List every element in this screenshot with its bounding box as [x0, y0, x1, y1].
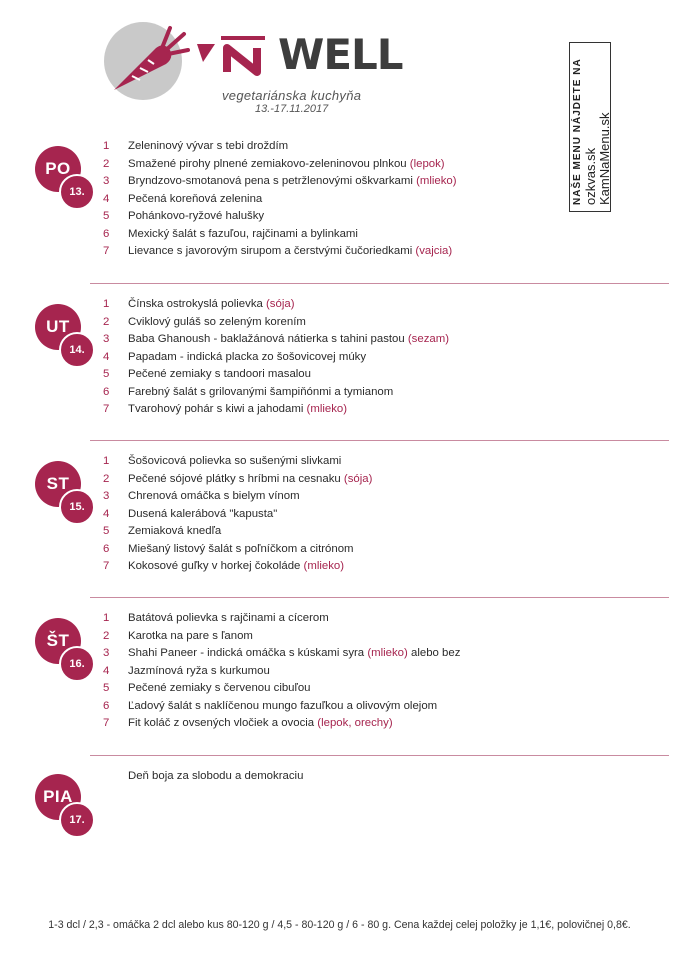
dish-name: Chrenová omáčka s bielym vínom: [128, 490, 300, 502]
item-number: 5: [103, 210, 110, 222]
dish-name: Farebný šalát s grilovanými šampiňónmi a tymianom: [128, 385, 394, 398]
allergen-label: (sezam): [407, 333, 450, 345]
item-number: 1: [103, 612, 110, 624]
item-text: [128, 384, 393, 402]
item-number: 7: [103, 560, 110, 572]
item-text: [128, 471, 372, 489]
allergen-label: (vajcia): [415, 245, 453, 257]
ozkvas-mark-icon: [195, 28, 275, 78]
item-number: 4: [103, 350, 110, 363]
item-number: 5: [103, 368, 110, 380]
item-number: 3: [103, 490, 110, 502]
link-ozkvas[interactable]: ozkvas.sk: [583, 147, 598, 205]
item-text: [128, 173, 457, 191]
item-number: 3: [103, 647, 110, 659]
dish-name: Pohánkovo-ryžové halušky: [128, 210, 265, 222]
dish-name: Karotka na pare s ľanom: [128, 629, 253, 642]
dish-suffix: alebo bez: [407, 647, 461, 659]
dish-name: Pečené zemiaky s tandoori masalou: [128, 368, 311, 380]
dish-name: Pečené zemiaky s červenou cibuľou: [128, 682, 311, 694]
dish-name: Batátová polievka s rajčinami a cícerom: [128, 612, 329, 624]
item-number: 6: [103, 227, 110, 240]
item-text: [128, 208, 264, 226]
item-text: [128, 138, 288, 156]
item-text: [128, 191, 262, 209]
dish-name: Pečená koreňová zelenina: [128, 192, 263, 205]
item-text: [128, 453, 341, 471]
section-divider: [90, 283, 669, 284]
dish-name: Cviklový guláš so zeleným korením: [128, 315, 306, 328]
allergen-label: (mlieko): [416, 175, 457, 187]
date-badge: 17.: [59, 802, 95, 838]
dish-name: Ľadový šalát s naklíčenou mungo fazuľkou a olivovým olejom: [128, 699, 438, 712]
dish-name: Zeleninový vývar s tebi droždím: [128, 140, 289, 152]
dish-name: Jazmínová ryža s kurkumou: [128, 664, 270, 677]
day-badge: PO: [35, 146, 81, 192]
dish-name: Fit koláč z ovsených vločiek a ovocia: [128, 717, 318, 729]
item-number: 7: [103, 403, 110, 415]
allergen-label: (mlieko): [303, 560, 345, 572]
dish-name: Miešaný listový šalát s poľníčkom a citrónom: [128, 542, 354, 555]
dish-name: Dusená kalerábová "kapusta": [128, 507, 278, 520]
dish-name: Lievance s javorovým sirupom a čerstvými čučoriedkami: [128, 245, 416, 257]
section-divider: [90, 440, 669, 441]
item-number: 5: [103, 525, 110, 537]
item-text: [128, 645, 460, 663]
item-text: [128, 610, 329, 628]
dish-name: Kokosové guľky v horkej čokoláde: [128, 560, 304, 572]
carrot-icon: [104, 18, 194, 108]
date-badge: 15.: [59, 489, 95, 525]
day-badge: ST: [35, 461, 81, 507]
item-number: 4: [103, 192, 110, 205]
day-badge: PIA: [35, 774, 81, 820]
allergen-label: (sója): [266, 298, 295, 310]
dish-name: Smažené pirohy plnené zemiakovo-zeleninovou plnkou: [128, 157, 410, 170]
day-badge: ŠT: [35, 618, 81, 664]
dish-name: Šošovicová polievka so sušenými slivkami: [128, 455, 342, 467]
item-text: [128, 401, 347, 419]
item-number: 5: [103, 682, 110, 694]
section-divider: [90, 597, 669, 598]
dish-name: Mexický šalát s fazuľou, rajčinami a bylinkami: [128, 227, 358, 240]
brand-wordmark: WELL: [278, 30, 403, 79]
date-badge: 16.: [59, 646, 95, 682]
menu-dates: 13.-17.11.2017: [255, 103, 329, 115]
item-number: 2: [103, 629, 110, 642]
allergen-label: (sója): [343, 472, 373, 485]
item-number: 1: [103, 298, 110, 310]
item-number: 3: [103, 175, 110, 187]
allergen-label: (lepok, orechy): [317, 717, 393, 729]
item-text: [128, 628, 253, 646]
item-text: [128, 523, 221, 541]
item-number: 3: [103, 333, 110, 345]
dish-name: Shahi Paneer - indická omáčka s kúskami syra: [128, 647, 368, 659]
item-text: [128, 243, 452, 261]
allergen-label: (mlieko): [367, 647, 408, 659]
tagline: vegetariánska kuchyňa: [222, 88, 362, 103]
item-number: 2: [103, 472, 110, 485]
item-number: 4: [103, 507, 110, 520]
item-number: 2: [103, 315, 110, 328]
footer-note: 1-3 dcl / 2,3 - omáčka 2 dcl alebo kus 80-120 g / 4,5 - 80-120 g / 6 - 80 g. Cena každej celej položky je 1,1€, polovičnej 0,8€.: [48, 919, 631, 931]
item-number: 1: [103, 455, 110, 467]
menu-links-box: [569, 42, 611, 212]
item-text: [128, 680, 311, 698]
dish-name: Bryndzovo-smotanová pena s petržlenovými oškvarkami: [128, 175, 417, 187]
menu-links-title: NAŠE MENU NÁJDETE NA: [572, 58, 583, 205]
dish-name: Papadam - indická placka zo šošovicovej múky: [128, 350, 367, 363]
item-text: [128, 349, 366, 367]
item-text: [128, 156, 445, 174]
item-text: [128, 541, 354, 559]
item-number: 6: [103, 385, 110, 398]
item-text: [128, 663, 270, 681]
day-badge: UT: [35, 304, 81, 350]
item-text: [128, 314, 306, 332]
item-number: 7: [103, 245, 110, 257]
item-text: [128, 331, 449, 349]
item-number: 7: [103, 717, 110, 729]
item-text: [128, 366, 311, 384]
item-text: [128, 506, 277, 524]
dish-name: Baba Ghanoush - baklažánová nátierka s tahini pastou: [128, 333, 408, 345]
dish-name: Čínska ostrokyslá polievka: [128, 298, 267, 310]
date-badge: 14.: [59, 332, 95, 368]
dish-name: Pečené sójové plátky s hríbmi na cesnaku: [128, 472, 344, 485]
item-text: [128, 698, 437, 716]
holiday-note: Deň boja za slobodu a demokraciu: [128, 770, 304, 782]
item-text: [128, 488, 300, 506]
section-divider: [90, 755, 669, 756]
item-number: 2: [103, 157, 110, 170]
item-text: [128, 558, 344, 576]
item-number: 6: [103, 699, 110, 712]
item-text: [128, 715, 393, 733]
item-number: 4: [103, 664, 110, 677]
item-number: 1: [103, 140, 110, 152]
dish-name: Tvarohový pohár s kiwi a jahodami: [128, 403, 307, 415]
link-kamnamenu[interactable]: KamNaMenu.sk: [597, 112, 612, 205]
item-text: [128, 296, 295, 314]
allergen-label: (lepok): [409, 157, 445, 170]
item-number: 6: [103, 542, 110, 555]
allergen-label: (mlieko): [306, 403, 348, 415]
item-text: [128, 226, 358, 244]
date-badge: 13.: [59, 174, 95, 210]
dish-name: Zemiaková knedľa: [128, 525, 222, 537]
